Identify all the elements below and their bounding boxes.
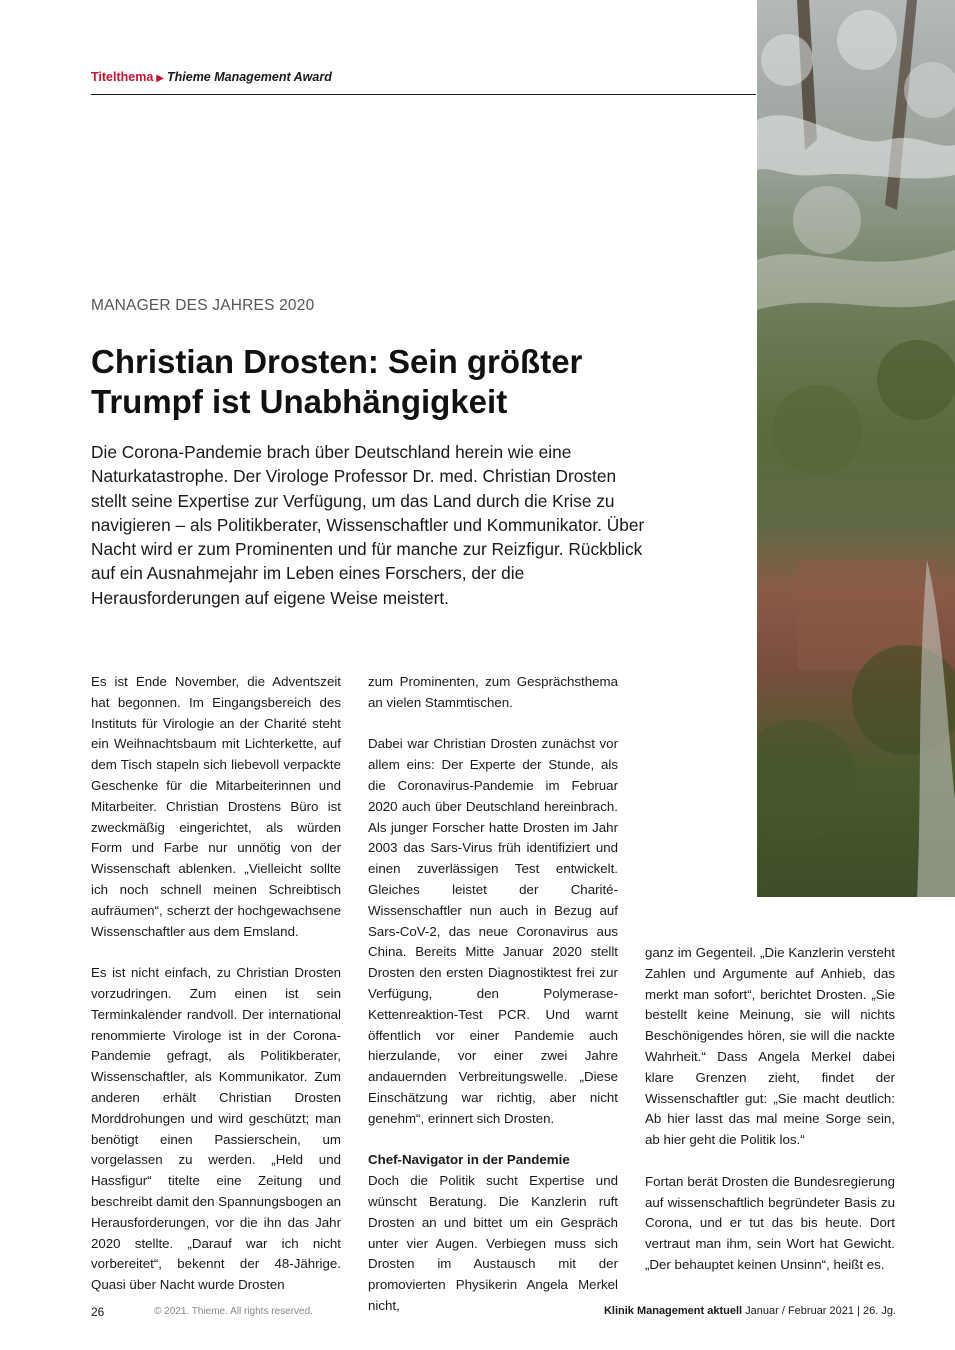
running-header: [91, 70, 756, 95]
portrait-photo: [757, 0, 955, 897]
copyright-notice: © 2021. Thieme. All rights reserved.: [154, 1306, 313, 1317]
lead-paragraph: Die Corona-Pandemie brach über Deutschland herein wie eine Naturkatastrophe. Der Virologe Professor Dr. med. Christian Drosten stellt seine Expertise zur Verfügung, um das Land durch die Krise zu navigieren – als Politikberater, Wissenschaftler und Kommunikator. Über Nacht wird er zum Prominenten und für manche zur Reizfigur. Rückblick auf ein Ausnahmejahr im Leben eines Forschers, der die Herausforderungen auf eigene Weise meistert.: [91, 442, 645, 608]
headline-line: Christian Drosten: Sein größter: [91, 343, 583, 380]
tree-foliage-image: [757, 0, 955, 897]
overline: MANAGER DES JAHRES 2020: [91, 297, 315, 314]
header-section: Thieme Management Award: [167, 70, 332, 84]
paragraph: Dabei war Christian Drosten zunächst vor allem eins: Der Experte der Stunde, als die Coronavirus-Pandemie im Februar 2020 auch über Deutschland hereinbrach. Als junger Forscher hatte Drosten im Jahr 2003 das Sars-Virus früh identifiziert und einen zuverlässigen Test entwickelt. Gleiches leistet der Charité-Wissenschaftler nun auch in Bezug auf Sars-CoV-2, das neue Coronavirus aus China. Bereits Mitte Januar 2020 stellt Drosten den ersten Diagnostiktest frei zur Verfügung, den Polymerase-Kettenreaktion-Test PCR. Und warnt öffentlich vor einer Pandemie auch hierzulande, vor einer zwei Jahre andauernden Verbreitungswelle. „Diese Einschätzung war richtig, aber nicht genehm“, erinnert sich Drosten.: [368, 736, 618, 1126]
paragraph: Doch die Politik sucht Expertise und wünscht Beratung. Die Kanzlerin ruft Drosten an und bittet um ein Gespräch unter vier Augen. Verbiegen muss sich Drosten im Austausch mit der promovierten Physikerin Angela Merkel nicht,: [368, 1173, 618, 1313]
paragraph: zum Prominenten, zum Gesprächsthema an vielen Stammtischen.: [368, 674, 618, 710]
paragraph: Es ist Ende November, die Adventszeit hat begonnen. Im Eingangsbereich des Instituts für Virologie an der Charité steht ein Weihnachtsbaum mit Lichterkette, auf dem Tisch stapeln sich liebevoll verpackte Geschenke für die Mitarbeiterinnen und Mitarbeiter. Christian Drostens Büro ist zweckmäßig eingerichtet, als würden Form und Farbe nur unnötig von der Wissenschaft ablenken. „Vielleicht sollte ich noch schnell meinen Schreibtisch aufräumen“, scherzt der hochgewachsene Wissenschaftler aus dem Emsland.: [91, 674, 341, 939]
header-kicker: Titelthema: [91, 70, 154, 84]
paragraph: Es ist nicht einfach, zu Christian Drosten vorzudringen. Zum einen ist sein Terminkalender randvoll. Der international renommierte Virologe ist in der Corona-Pandemie gefragt, als Politikberater, Wissenschaftler, als Kommunikator. Zum anderen erhält Christian Drosten Morddrohungen und wird geschützt; man benötigt einen Passierschein, um vorgelassen zu werden. „Held und Hassfigur“ titelte eine Zeitung und beschreibt damit den Spannungsbogen an Herausforderungen, vor die ihn das Jahr 2020 stellte. „Darauf war ich nicht vorbereitet“, bekennt der 48-Jährige. Quasi über Nacht wurde Drosten: [91, 965, 341, 1293]
text-column-1: [91, 672, 341, 1317]
headline-line: Trumpf ist Unabhängigkeit: [91, 383, 508, 420]
footer-journal-info: [604, 1305, 896, 1317]
paragraph: Fortan berät Drosten die Bundesregierung auf wissenschaftlich begründeter Basis zu Corona, und er tut das bis heute. Dort vertraut man ihm, sein Wort hat Gewicht. „Der behauptet keinen Unsinn“, heißt es.: [645, 1173, 895, 1272]
headline: [91, 342, 691, 422]
text-column-3: [645, 943, 895, 1297]
triangle-right-icon: ▶: [156, 73, 164, 84]
subheading: Chef-Navigator in der Pandemie: [368, 1152, 570, 1168]
text-column-2: [368, 672, 618, 1338]
paragraph: ganz im Gegenteil. „Die Kanzlerin versteht Zahlen und Argumente auf Anhieb, das merkt man sofort“, berichtet Drosten. „Sie bestellt keine Meinung, sie will nichts Beschönigendes hören, sie will die nackte Wahrheit.“ Dass Angela Merkel dabei klare Grenzen zieht, findet der Wissenschaftler gut: „Sie macht deutlich: Ab hier lasst das mal meine Sorge sein, ab hier geht die Politik los.“: [645, 945, 895, 1148]
journal-name: Klinik Management aktuell: [603, 1305, 743, 1317]
issue-info: Januar / Februar 2021 | 26. Jg.: [745, 1305, 896, 1317]
page-number: 26: [91, 1305, 105, 1319]
